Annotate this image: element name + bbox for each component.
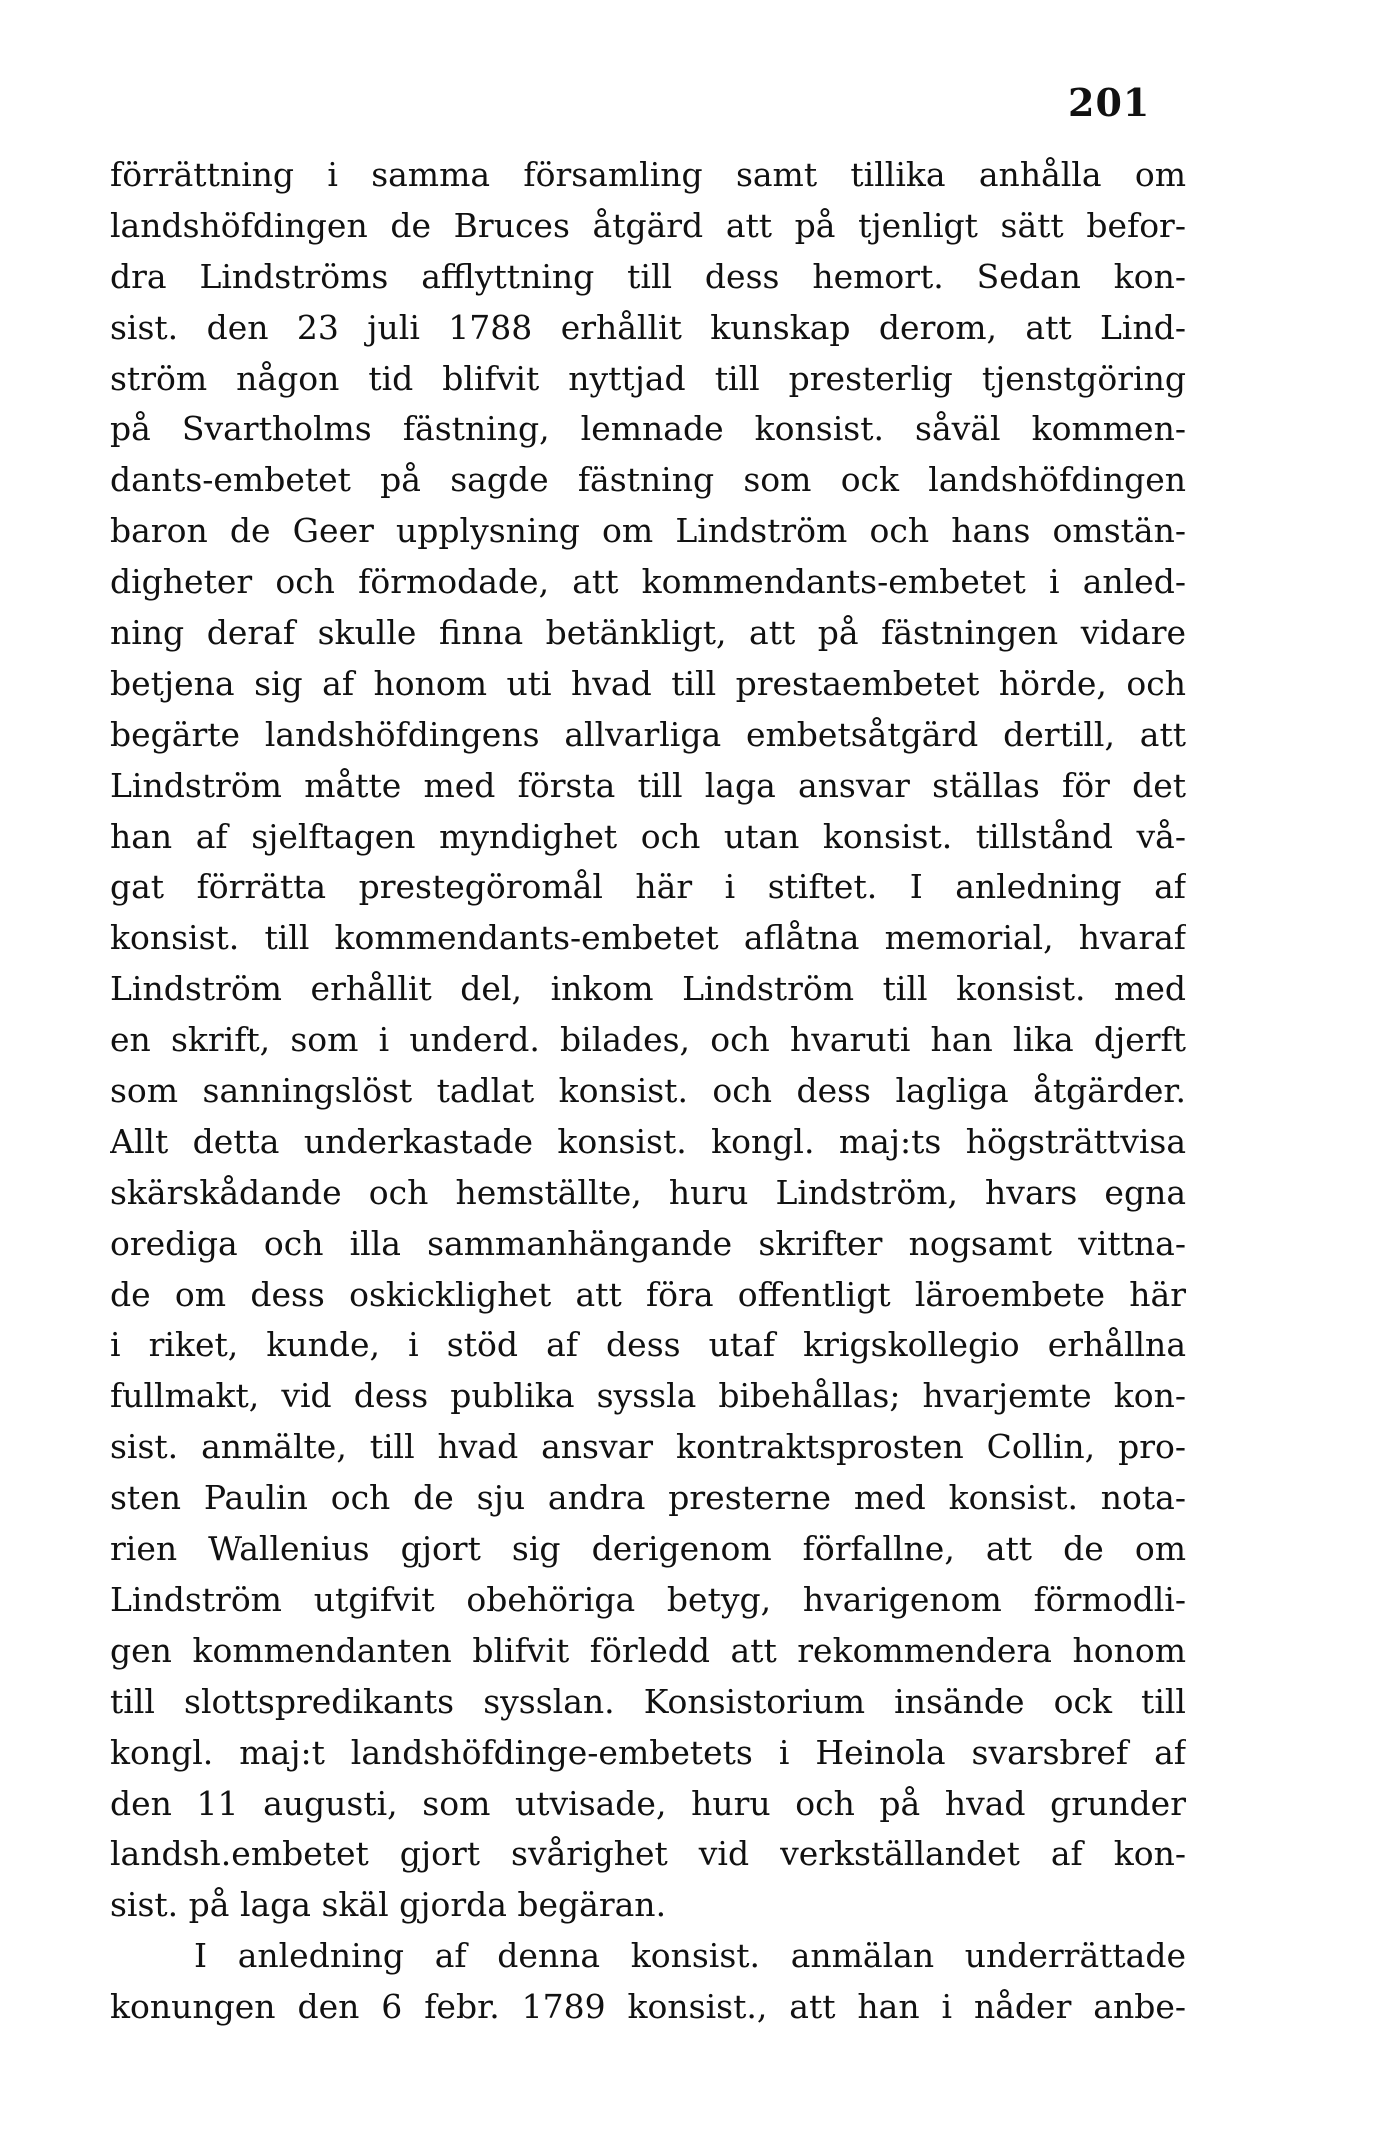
text-line: kongl. maj:t landshöfdinge-embetets i Heinola svarsbref af: [110, 1732, 1186, 1772]
body-text: [110, 150, 1186, 2033]
text-line: ning deraf skulle finna betänkligt, att på fästningen vidare: [110, 613, 1186, 653]
text-line: han af sjelftagen myndighet och utan konsist. tillstånd vå-: [110, 816, 1186, 856]
text-line: orediga och illa sammanhängande skrifter nogsamt vittna-: [110, 1223, 1186, 1263]
text-line: sist. den 23 juli 1788 erhållit kunskap derom, att Lind-: [110, 307, 1186, 347]
text-line: sten Paulin och de sju andra presterne med konsist. nota-: [110, 1478, 1186, 1518]
text-line: de om dess oskicklighet att föra offentligt läroembete här: [110, 1274, 1186, 1314]
paragraph-end-line: sist. på laga skäl gjorda begäran.: [110, 1885, 667, 1925]
text-line: dra Lindströms afflyttning till dess hemort. Sedan kon-: [110, 256, 1186, 296]
text-line: gat förrätta prestegöromål här i stiftet. I anledning af: [110, 867, 1186, 907]
text-line: en skrift, som i underd. bilades, och hvaruti han lika djerft: [110, 1020, 1186, 1060]
text-line: landsh.embetet gjort svårighet vid verkställandet af kon-: [110, 1834, 1186, 1874]
text-line: den 11 augusti, som utvisade, huru och på hvad grunder: [110, 1783, 1186, 1823]
text-line: digheter och förmodade, att kommendants-embetet i anled-: [110, 562, 1186, 602]
text-line: ström någon tid blifvit nyttjad till presterlig tjenstgöring: [110, 358, 1186, 398]
text-line: baron de Geer upplysning om Lindström och hans omstän-: [110, 511, 1186, 551]
text-line: förrättning i samma församling samt tillika anhålla om: [110, 155, 1186, 194]
text-line: betjena sig af honom uti hvad till prestaembetet hörde, och: [110, 663, 1186, 703]
page-number: 201: [1068, 80, 1151, 125]
text-line: som sanningslöst tadlat konsist. och dess lagliga åtgärder.: [110, 1071, 1186, 1111]
text-line: skärskådande och hemställte, huru Lindström, hvars egna: [110, 1172, 1186, 1212]
text-line: sist. anmälte, till hvad ansvar kontraktsprosten Collin, pro-: [110, 1427, 1186, 1467]
text-line: begärte landshöfdingens allvarliga embetsåtgärd dertill, att: [110, 714, 1186, 754]
text-line: Allt detta underkastade konsist. kongl. maj:ts högsträttvisa: [110, 1121, 1186, 1161]
text-line: Lindström utgifvit obehöriga betyg, hvarigenom förmodli-: [110, 1579, 1186, 1619]
text-line: i riket, kunde, i stöd af dess utaf krigskollegio erhållna: [110, 1325, 1186, 1365]
text-line: på Svartholms fästning, lemnade konsist. såväl kommen-: [110, 409, 1186, 449]
text-line: fullmakt, vid dess publika syssla bibehållas; hvarjemte kon-: [110, 1376, 1186, 1416]
text-line: landshöfdingen de Bruces åtgärd att på tjenligt sätt befor-: [110, 205, 1186, 245]
text-line: Lindström erhållit del, inkom Lindström till konsist. med: [110, 969, 1186, 1009]
text-line: konungen den 6 febr. 1789 konsist., att han i nåder anbe-: [110, 1987, 1186, 2027]
paragraph-start-line: I anledning af denna konsist. anmälan underrättade: [194, 1936, 1186, 1976]
text-line: rien Wallenius gjort sig derigenom förfallne, att de om: [110, 1529, 1186, 1569]
text-line: till slottspredikants sysslan. Konsistorium insände ock till: [110, 1681, 1186, 1721]
text-line: konsist. till kommendants-embetet aflåtna memorial, hvaraf: [110, 918, 1186, 958]
text-line: gen kommendanten blifvit förledd att rekommendera honom: [110, 1630, 1186, 1670]
text-line: dants-embetet på sagde fästning som ock landshöfdingen: [110, 460, 1186, 500]
text-line: Lindström måtte med första till laga ansvar ställas för det: [110, 765, 1186, 805]
